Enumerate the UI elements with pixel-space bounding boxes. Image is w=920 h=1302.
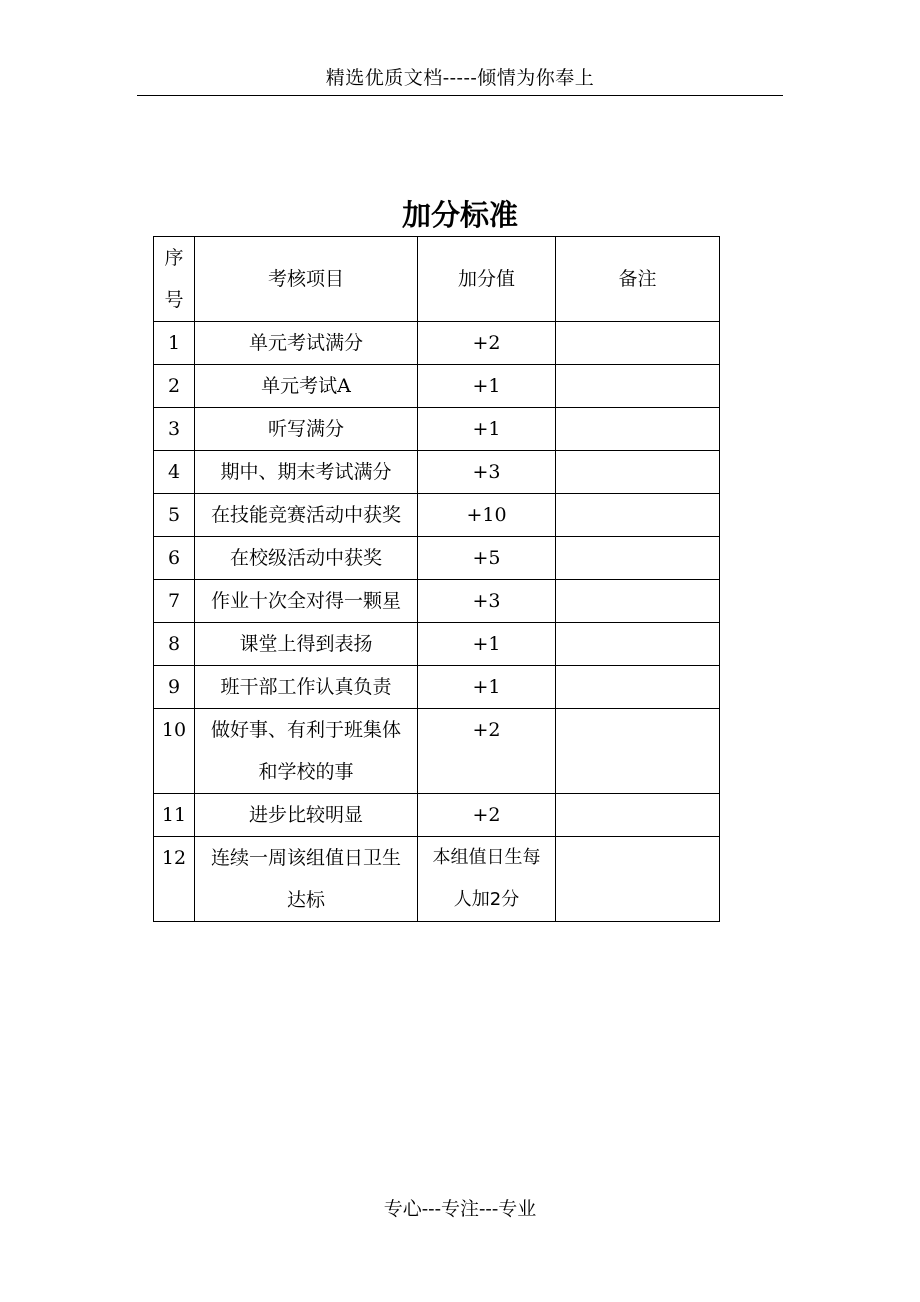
table-row	[154, 709, 720, 794]
row-item-text: 在校级活动中获奖	[229, 547, 382, 569]
row-number: 4	[154, 451, 195, 494]
row-remark	[556, 666, 720, 709]
page-header-text: 精选优质文档-----倾情为你奉上	[325, 67, 595, 89]
row-points: +1	[418, 365, 556, 408]
row-remark	[556, 365, 720, 408]
row-points: +5	[418, 537, 556, 580]
row-remark	[556, 580, 720, 623]
row-item-text: 听写满分	[267, 418, 344, 440]
table-row	[154, 837, 720, 922]
row-number: 8	[154, 623, 195, 666]
row-number: 10	[154, 709, 195, 794]
page-header	[137, 62, 783, 96]
column-header-points: 加分值	[418, 237, 556, 322]
page-footer-text: 专心---专注---专业	[383, 1198, 537, 1220]
table-row	[154, 322, 720, 365]
table-row	[154, 794, 720, 837]
column-header-no	[154, 237, 195, 322]
table-row	[154, 537, 720, 580]
table-row	[154, 580, 720, 623]
row-points: +2	[418, 709, 556, 794]
row-item	[195, 365, 418, 408]
column-header-item: 考核项目	[195, 237, 418, 322]
row-remark	[556, 837, 720, 922]
row-item-text: 班干部工作认真负责	[220, 676, 392, 698]
row-item-text: 单元考试满分	[248, 332, 363, 354]
column-header-no-text: 序号	[164, 247, 184, 311]
row-item	[195, 623, 418, 666]
row-points: +2	[418, 794, 556, 837]
row-number: 3	[154, 408, 195, 451]
row-points: +10	[418, 494, 556, 537]
row-item	[195, 322, 418, 365]
table-row	[154, 365, 720, 408]
row-item-text: 连续一周该组值日卫生达标	[210, 847, 401, 911]
row-points-text: 本组值日生每人加2分	[432, 847, 541, 910]
row-points: +1	[418, 623, 556, 666]
row-item	[195, 537, 418, 580]
table-row	[154, 451, 720, 494]
row-item-text: 课堂上得到表扬	[239, 633, 373, 655]
document-title: 加分标准	[401, 198, 518, 232]
row-points: +3	[418, 451, 556, 494]
row-number: 9	[154, 666, 195, 709]
row-number: 11	[154, 794, 195, 837]
row-remark	[556, 494, 720, 537]
column-header-remark: 备注	[556, 237, 720, 322]
row-remark	[556, 451, 720, 494]
row-item	[195, 494, 418, 537]
row-item	[195, 580, 418, 623]
row-points: +1	[418, 666, 556, 709]
row-item-text: 进步比较明显	[248, 804, 363, 826]
row-item	[195, 837, 418, 922]
row-item-text: 在技能竞赛活动中获奖	[210, 504, 401, 526]
table-row	[154, 666, 720, 709]
row-number: 5	[154, 494, 195, 537]
table-row	[154, 408, 720, 451]
row-item	[195, 709, 418, 794]
row-item	[195, 451, 418, 494]
row-points: +2	[418, 322, 556, 365]
row-item	[195, 794, 418, 837]
bonus-points-table	[153, 236, 720, 922]
row-remark	[556, 709, 720, 794]
table-header-row	[154, 237, 720, 322]
table-row	[154, 623, 720, 666]
page-footer	[0, 1194, 920, 1224]
row-item	[195, 408, 418, 451]
row-remark	[556, 322, 720, 365]
row-remark	[556, 794, 720, 837]
row-number: 2	[154, 365, 195, 408]
row-item	[195, 666, 418, 709]
row-number: 1	[154, 322, 195, 365]
row-points: +1	[418, 408, 556, 451]
row-points	[418, 837, 556, 922]
row-points: +3	[418, 580, 556, 623]
row-item-text: 期中、期末考试满分	[220, 461, 392, 483]
row-item-text: 做好事、有利于班集体和学校的事	[210, 719, 401, 783]
row-number: 6	[154, 537, 195, 580]
row-number: 12	[154, 837, 195, 922]
row-remark	[556, 408, 720, 451]
row-remark	[556, 623, 720, 666]
table-row	[154, 494, 720, 537]
row-item-text: 单元考试A	[261, 375, 351, 397]
row-number: 7	[154, 580, 195, 623]
row-item-text: 作业十次全对得一颗星	[210, 590, 401, 612]
row-remark	[556, 537, 720, 580]
